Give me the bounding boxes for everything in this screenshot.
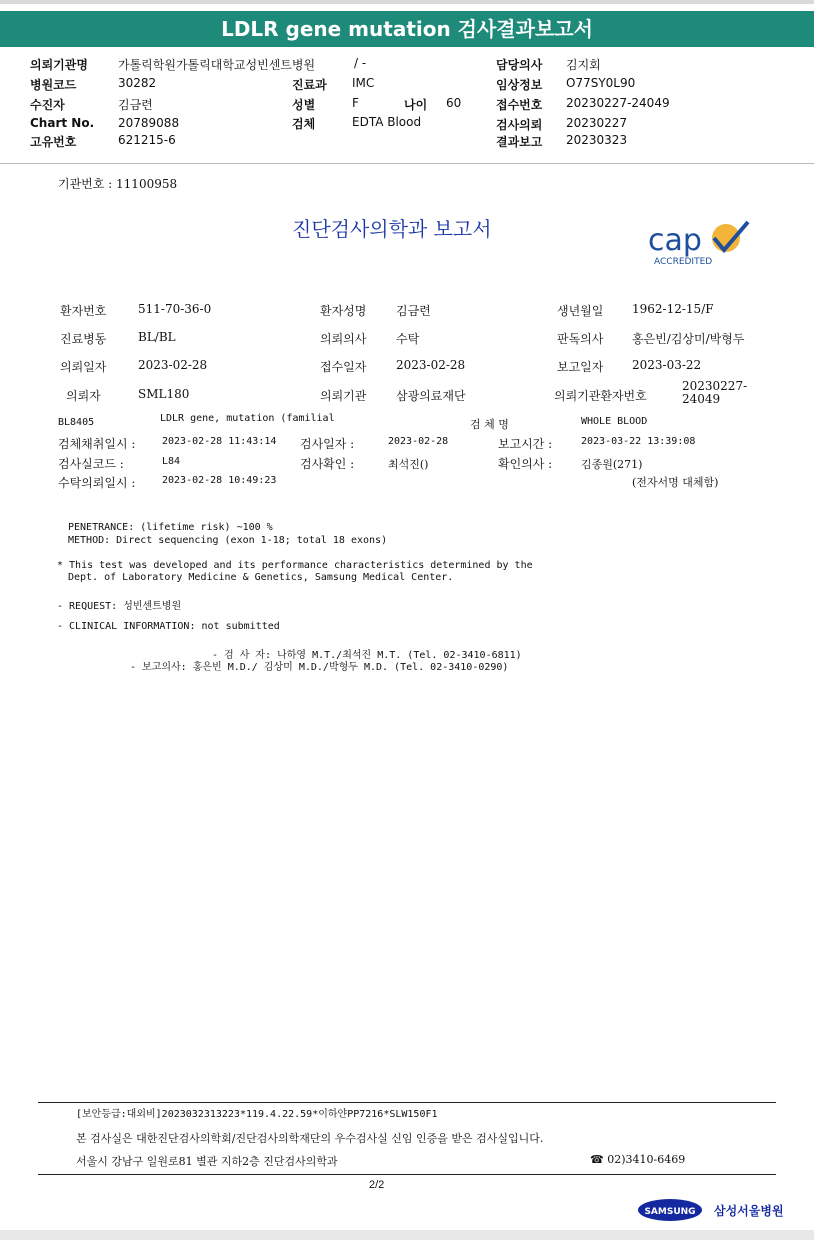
info-label: 환자번호 <box>60 304 107 318</box>
report-heading: 진단검사의학과 보고서 <box>292 217 492 241</box>
info-value: 김금련 <box>396 304 431 318</box>
value-age: 60 <box>446 96 462 110</box>
info-value: 홍은빈/김상미/박형두 <box>632 332 745 346</box>
value-collector: 김금련 <box>118 98 153 112</box>
value-specimen: EDTA Blood <box>352 115 422 129</box>
page-number: 2/2 <box>369 1179 385 1191</box>
penetrance-line: PENETRANCE: (lifetime risk) ~100 % <box>68 522 273 533</box>
label-unique-no: 고유번호 <box>30 135 77 149</box>
signature-note: (전자서명 대체함) <box>632 476 719 489</box>
method-line: METHOD: Direct sequencing (exon 1-18; total 18 exons) <box>68 535 388 546</box>
info-label: 의뢰일자 <box>60 360 107 374</box>
note-line-1: * This test was developed and its performance characteristics determined by the <box>57 560 533 571</box>
info-value: BL/BL <box>138 330 176 344</box>
info-value: 수탁 <box>396 332 420 346</box>
label-receipt: 접수번호 <box>496 98 543 112</box>
label-specimen: 검체 <box>292 117 316 131</box>
value-institution-suffix: / - <box>354 56 367 70</box>
label-hospital-code: 병원코드 <box>30 78 77 92</box>
info-label: 의뢰기관 <box>320 389 367 403</box>
info-value: 1962-12-15/F <box>632 302 714 316</box>
tester-line: - 검 사 자: 나하영 M.T./최석진 M.T. (Tel. 02-3410-6811) <box>212 650 522 661</box>
value-sex: F <box>352 96 359 110</box>
samsung-hospital-logo <box>638 1196 788 1224</box>
label-clinical: 임상정보 <box>496 78 543 92</box>
test-date-value: 2023-02-28 <box>388 436 449 447</box>
value-unique-no: 621215-6 <box>118 133 176 147</box>
value-request-date: 20230227 <box>566 116 628 130</box>
page-bottom-bar <box>0 1230 814 1240</box>
info-label: 판독의사 <box>557 332 604 346</box>
report-title-bar <box>0 11 814 47</box>
label-sex: 성별 <box>292 98 316 112</box>
phone-line: ☎ 02)3410-6469 <box>590 1153 686 1166</box>
info-label: 접수일자 <box>320 360 367 374</box>
label-age: 나이 <box>404 98 428 112</box>
info-value: SML180 <box>138 387 190 401</box>
label-institution: 의뢰기관명 <box>30 58 88 72</box>
request-value: 2023-02-28 10:49:23 <box>162 475 277 486</box>
info-label: 의뢰자 <box>66 389 101 403</box>
request-label: 수탁의뢰일시 : <box>58 476 136 490</box>
test-code: BL8405 <box>58 417 95 428</box>
label-collector: 수진자 <box>30 98 65 112</box>
room-value: L84 <box>162 456 181 467</box>
info-label: 보고일자 <box>557 360 604 374</box>
label-chart-no: Chart No. <box>30 116 95 130</box>
report-title: LDLR gene mutation 검사결과보고서 <box>221 17 593 41</box>
cap-accredited-logo <box>640 218 760 270</box>
collect-label: 검체채취일시 : <box>58 437 136 451</box>
value-hospital-code: 30282 <box>118 76 157 90</box>
confirm-value: 최석진() <box>388 458 429 471</box>
security-line: [보안등급:대외비]2023032313223*119.4.22.59*이하얀PP7216*SLW150F1 <box>76 1109 438 1120</box>
info-value: 2023-03-22 <box>632 358 702 372</box>
samsung-logo-text: SAMSUNG <box>644 1207 696 1217</box>
specimen-value: WHOLE BLOOD <box>581 416 648 427</box>
footer-divider-bottom <box>38 1174 776 1175</box>
top-border <box>0 0 814 4</box>
footer-divider <box>38 1102 776 1103</box>
label-dept: 진료과 <box>292 78 327 92</box>
doctor-label: 확인의사 : <box>498 457 553 471</box>
hospital-logo-text: 삼성서울병원 <box>714 1204 784 1218</box>
value-chart-no: 20789088 <box>118 116 180 130</box>
test-date-label: 검사일자 : <box>300 437 355 451</box>
reporter-line: - 보고의사: 홍은빈 M.D./ 김상미 M.D./박형두 M.D. (Tel. 02-3410-0290) <box>130 662 509 673</box>
info-value: 511-70-36-0 <box>138 302 212 316</box>
note-line-2: Dept. of Laboratory Medicine & Genetics, Samsung Medical Center. <box>68 572 454 583</box>
label-request-date: 검사의뢰 <box>496 118 543 132</box>
report-time-label: 보고시간 : <box>498 437 553 451</box>
value-report-date: 20230323 <box>566 133 628 147</box>
value-clinical: O77SY0L90 <box>566 76 636 90</box>
label-report-date: 결과보고 <box>496 135 543 149</box>
value-doctor: 김지회 <box>566 58 601 72</box>
specimen-label: 검 체 명 <box>470 418 509 431</box>
info-label: 환자성명 <box>320 304 367 318</box>
info-label: 의뢰의사 <box>320 332 367 346</box>
report-time-value: 2023-03-22 13:39:08 <box>581 436 696 447</box>
cap-logo-text: cap <box>648 223 702 258</box>
institution-number: 기관번호 : 11100958 <box>58 177 178 191</box>
test-name: LDLR gene, mutation (familial <box>160 413 335 424</box>
room-label: 검사실코드 : <box>58 457 124 471</box>
info-label: 생년월일 <box>557 304 604 318</box>
clinical-line: - CLINICAL INFORMATION: not submitted <box>57 621 280 632</box>
cap-logo-subtext: ACCREDITED <box>654 257 713 267</box>
label-doctor: 담당의사 <box>496 58 543 72</box>
address-line: 서울시 강남구 일원로81 별관 지하2층 진단검사의학과 <box>76 1155 338 1168</box>
header-divider <box>0 163 814 164</box>
value-dept: IMC <box>352 76 375 90</box>
info-label: 진료병동 <box>60 332 107 346</box>
info-label: 의뢰기관환자번호 <box>554 389 647 403</box>
value-receipt: 20230227-24049 <box>566 96 670 110</box>
collect-value: 2023-02-28 11:43:14 <box>162 436 277 447</box>
info-value: 2023-02-28 <box>396 358 466 372</box>
doctor-value: 김종원(271) <box>581 458 643 471</box>
certification-line: 본 검사실은 대한진단검사의학회/진단검사의학재단의 우수검사실 신임 인증을 받은 검사실입니다. <box>76 1132 544 1145</box>
info-value: 삼광의료재단 <box>396 389 466 403</box>
request-line: - REQUEST: 성빈센트병원 <box>57 601 182 612</box>
info-value: 2023-02-28 <box>138 358 208 372</box>
value-institution: 가톨릭학원가톨릭대학교성빈센트병원 <box>118 58 316 72</box>
confirm-label: 검사확인 : <box>300 457 355 471</box>
info-value: 20230227- 24049 <box>682 379 748 406</box>
